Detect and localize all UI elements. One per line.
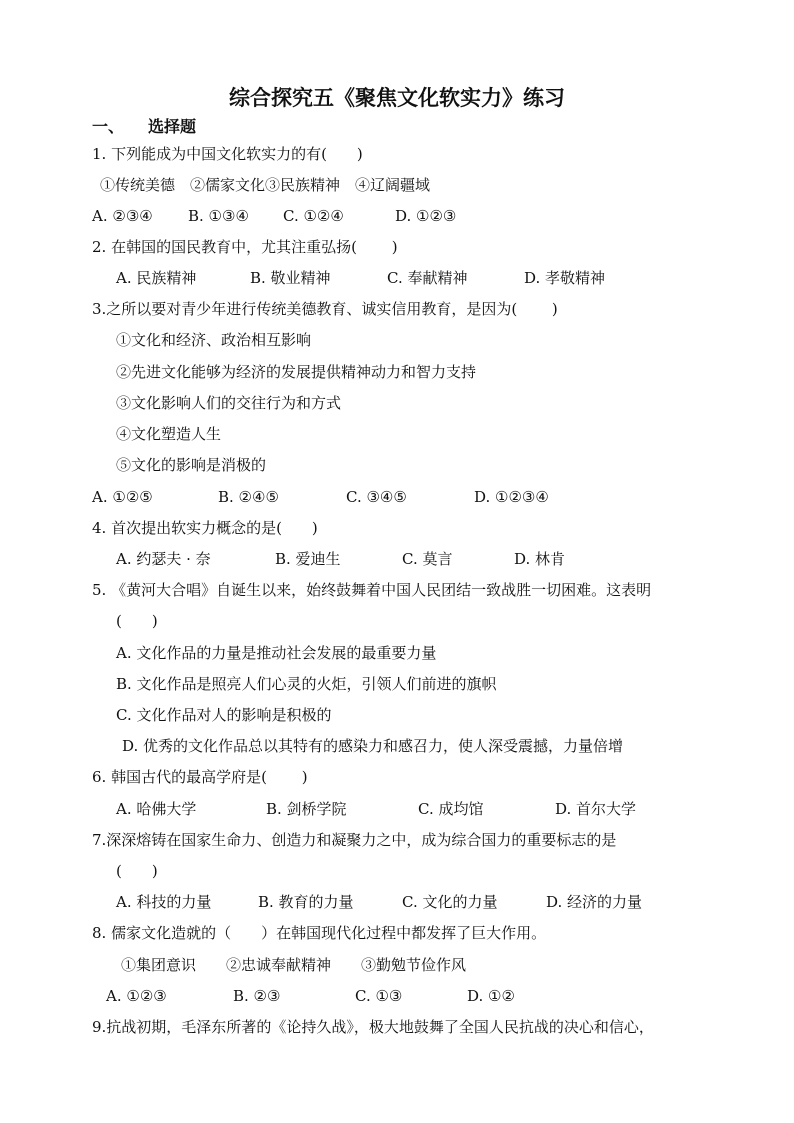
option-a: A. 民族精神 <box>116 269 197 287</box>
section-heading <box>92 117 196 137</box>
option-d: D. 经济的力量 <box>546 893 643 911</box>
question-stem: 7.深深熔铸在国家生命力、创造力和凝聚力之中，成为综合国力的重要标志的是 <box>92 831 617 849</box>
option-b: B. 敬业精神 <box>250 269 331 287</box>
option-a: A. 哈佛大学 <box>116 800 197 818</box>
option-c: C. 奉献精神 <box>387 269 468 287</box>
question-stem: 4. 首次提出软实力概念的是( ) <box>92 519 318 537</box>
option-c: C. ①②④ <box>283 207 344 225</box>
option-a: A. 文化作品的力量是推动社会发展的最重要力量 <box>116 644 437 662</box>
question-item: ④文化塑造人生 <box>116 425 222 443</box>
option-b: B. ①③④ <box>188 207 249 225</box>
question-stem: 6. 韩国古代的最高学府是( ) <box>92 768 308 786</box>
option-c: C. 莫言 <box>402 550 453 568</box>
section-label: 选择题 <box>148 117 197 136</box>
option-b: B. 剑桥学院 <box>266 800 347 818</box>
option-a: A. ①②⑤ <box>92 488 153 506</box>
section-number: 一、 <box>92 117 125 136</box>
option-c: C. ①③ <box>355 987 403 1005</box>
option-c: C. 成均馆 <box>418 800 484 818</box>
option-d: D. 首尔大学 <box>555 800 637 818</box>
question-stem: 8. 儒家文化造就的（ ）在韩国现代化过程中都发挥了巨大作用。 <box>92 924 547 942</box>
option-d: D. ①②③④ <box>474 488 549 506</box>
question-stem: 5. 《黄河大合唱》自诞生以来，始终鼓舞着中国人民团结一致战胜一切困难。这表明 <box>92 581 652 599</box>
question-stem: 3.之所以要对青少年进行传统美德教育、诚实信用教育，是因为( ) <box>92 300 558 318</box>
question-stem: 1. 下列能成为中国文化软实力的有( ) <box>92 145 363 163</box>
question-item: ②先进文化能够为经济的发展提供精神动力和智力支持 <box>116 363 477 381</box>
option-b: B. 教育的力量 <box>258 893 354 911</box>
question-stem-continued: ( ) <box>116 612 158 630</box>
question-item: ③文化影响人们的交往行为和方式 <box>116 394 342 412</box>
option-a: A. ②③④ <box>92 207 153 225</box>
option-d: D. 林肯 <box>514 550 566 568</box>
option-d: D. ①② <box>467 987 515 1005</box>
option-b: B. ②④⑤ <box>218 488 279 506</box>
option-d: D. 孝敬精神 <box>524 269 606 287</box>
document-title: 综合探究五《聚焦文化软实力》练习 <box>229 85 565 110</box>
question-item: ①传统美德 ②儒家文化③民族精神 ④辽阔疆域 <box>100 176 431 194</box>
question-stem: 2. 在韩国的国民教育中，尤其注重弘扬( ) <box>92 238 398 256</box>
question-item: ⑤文化的影响是消极的 <box>116 456 267 474</box>
option-d: D. 优秀的文化作品总以其特有的感染力和感召力，使人深受震撼，力量倍增 <box>122 737 624 755</box>
option-c: C. ③④⑤ <box>346 488 407 506</box>
question-stem: 9.抗战初期，毛泽东所著的《论持久战》，极大地鼓舞了全国人民抗战的决心和信心， <box>92 1018 654 1036</box>
question-item: ①集团意识 ②忠诚奉献精神 ③勤勉节俭作风 <box>121 956 467 974</box>
option-c: C. 文化作品对人的影响是积极的 <box>116 706 332 724</box>
option-b: B. 爱迪生 <box>275 550 341 568</box>
option-b: B. ②③ <box>233 987 281 1005</box>
question-stem-continued: ( ) <box>116 862 158 880</box>
option-c: C. 文化的力量 <box>402 893 498 911</box>
option-b: B. 文化作品是照亮人们心灵的火炬，引领人们前进的旗帜 <box>116 675 497 693</box>
option-a: A. ①②③ <box>106 987 167 1005</box>
option-a: A. 约瑟夫 · 奈 <box>116 550 211 568</box>
option-d: D. ①②③ <box>395 207 457 225</box>
question-item: ①文化和经济、政治相互影响 <box>116 331 312 349</box>
option-a: A. 科技的力量 <box>116 893 212 911</box>
